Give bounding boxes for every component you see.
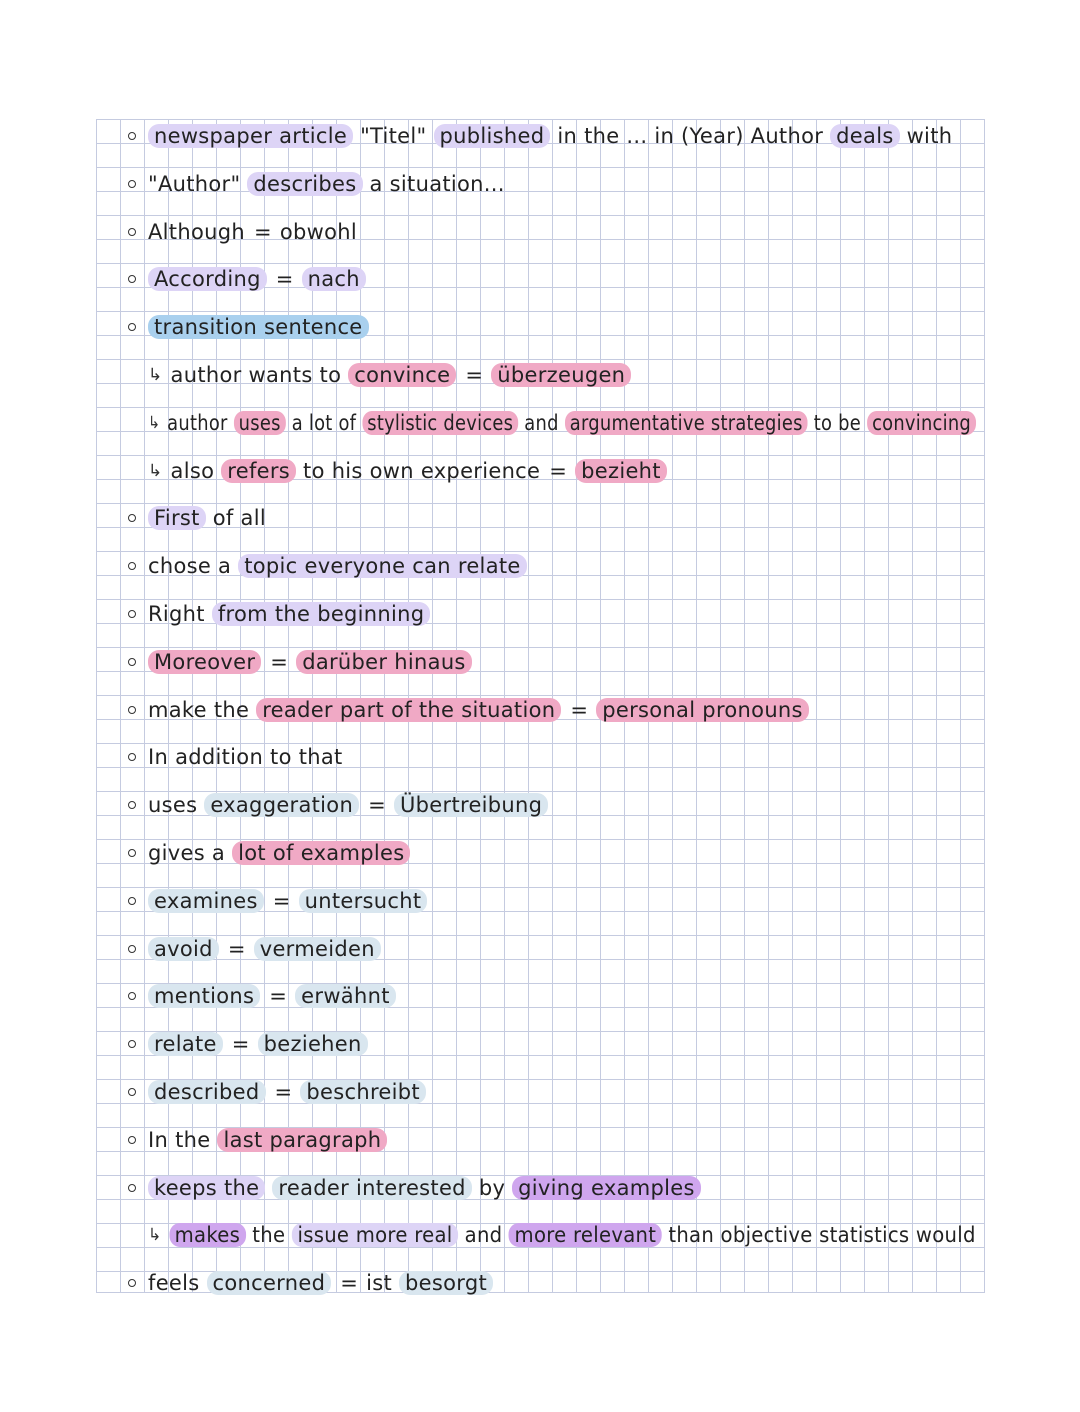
highlighted-term: last paragraph	[217, 1128, 387, 1152]
bullet-icon	[128, 1279, 136, 1287]
note-line	[128, 307, 376, 347]
highlighted-term: convincing	[867, 411, 976, 435]
note-text: a situation...	[369, 171, 505, 196]
note-text: feels	[148, 1271, 200, 1296]
bullet-icon	[128, 945, 136, 953]
highlighted-term: lot of examples	[232, 841, 410, 865]
note-text: make the	[148, 697, 250, 722]
note-line	[128, 737, 350, 777]
highlighted-term: transition sentence	[148, 315, 369, 339]
highlighted-term: examines	[148, 889, 264, 913]
note-line	[128, 1120, 394, 1160]
sub-arrow-icon: ↳	[148, 365, 163, 385]
highlighted-term: convince	[348, 363, 456, 387]
highlighted-term: avoid	[148, 937, 219, 961]
highlighted-term: besorgt	[399, 1271, 493, 1295]
highlighted-term: exaggeration	[204, 793, 359, 817]
note-text: in the ... in (Year) Author	[557, 124, 824, 148]
equals-sign: =	[272, 888, 291, 913]
sub-arrow-icon: ↳	[148, 412, 161, 433]
highlighted-term: published	[434, 124, 551, 148]
note-text: of all	[212, 506, 266, 531]
highlighted-term: from the beginning	[212, 602, 431, 626]
highlighted-term: reader part of the situation	[256, 698, 561, 722]
note-text: gives a	[148, 841, 226, 865]
bullet-icon	[128, 323, 136, 331]
note-line	[128, 259, 373, 299]
highlighted-term: untersucht	[299, 889, 428, 913]
equals-sign: =	[227, 936, 246, 961]
bullet-icon	[128, 1184, 136, 1192]
bullet-icon	[128, 275, 136, 283]
note-line	[128, 1024, 375, 1064]
note-line	[128, 116, 959, 156]
note-text: and	[524, 410, 559, 435]
bullet-icon	[128, 562, 136, 570]
bullet-icon	[128, 849, 136, 857]
highlighted-term: personal pronouns	[596, 698, 809, 722]
note-line	[128, 164, 512, 204]
highlighted-term: topic everyone can relate	[238, 554, 526, 578]
highlighted-term: newspaper article	[148, 124, 353, 148]
highlighted-term: beschreibt	[300, 1080, 426, 1104]
bullet-icon	[128, 801, 136, 809]
highlighted-term: bezieht	[575, 459, 667, 483]
highlighted-term: Moreover	[148, 650, 261, 674]
note-subline	[148, 451, 674, 491]
highlighted-term: überzeugen	[491, 363, 631, 387]
note-line	[128, 1168, 708, 1208]
bullet-icon	[128, 1088, 136, 1096]
sub-arrow-icon: ↳	[148, 460, 163, 481]
bullet-icon	[128, 753, 136, 761]
bullet-icon	[128, 706, 136, 714]
note-line	[128, 1072, 433, 1112]
note-text: the	[252, 1223, 286, 1248]
note-text: Although	[148, 219, 245, 244]
note-subline	[148, 403, 982, 443]
note-line	[128, 785, 555, 825]
equals-sign: =	[570, 697, 589, 722]
note-text: author	[167, 410, 228, 435]
highlighted-term: issue more real	[292, 1223, 458, 1247]
sub-arrow-icon: ↳	[148, 1225, 162, 1246]
note-text: obwohl	[279, 219, 358, 244]
highlighted-term: erwähnt	[295, 984, 396, 1008]
highlighted-term: mentions	[148, 984, 260, 1008]
highlighted-term: relate	[148, 1032, 223, 1056]
equals-sign: =	[465, 363, 484, 387]
equals-sign: =	[270, 649, 289, 674]
note-line	[128, 881, 434, 921]
note-text: ist	[366, 1271, 393, 1296]
equals-sign: =	[340, 1271, 359, 1296]
note-text: Right	[148, 602, 205, 626]
bullet-icon	[128, 132, 136, 140]
note-text: and	[464, 1223, 503, 1248]
note-line	[128, 498, 273, 538]
note-text: "Author"	[148, 171, 241, 196]
equals-sign: =	[253, 219, 272, 244]
note-line	[128, 546, 534, 586]
bullet-icon	[128, 180, 136, 188]
note-text: uses	[148, 793, 198, 818]
highlighted-term: more relevant	[509, 1223, 662, 1247]
note-text: to be	[813, 410, 862, 435]
highlighted-term: argumentative strategies	[565, 411, 808, 435]
note-text: chose a	[148, 554, 232, 579]
note-text: with	[906, 124, 953, 148]
highlighted-term: reader interested	[272, 1176, 471, 1200]
bullet-icon	[128, 658, 136, 666]
note-text: "Titel"	[360, 124, 427, 148]
highlighted-term: uses	[234, 411, 286, 435]
equals-sign: =	[368, 793, 386, 818]
bullet-icon	[128, 897, 136, 905]
highlighted-term: darüber hinaus	[296, 650, 471, 674]
equals-sign: =	[231, 1032, 250, 1057]
note-text: by	[478, 1175, 506, 1200]
note-line	[128, 929, 388, 969]
note-text: to his own experience	[303, 458, 541, 483]
note-subline	[148, 355, 638, 395]
highlighted-term: vermeiden	[254, 937, 381, 961]
highlighted-term: First	[148, 506, 206, 530]
highlighted-term: concerned	[207, 1271, 332, 1295]
note-line	[128, 642, 479, 682]
note-text: In addition to that	[148, 745, 343, 770]
highlighted-term: describes	[247, 172, 362, 196]
equals-sign: =	[274, 1080, 293, 1104]
bullet-icon	[128, 514, 136, 522]
note-line	[128, 976, 403, 1016]
note-text: also	[170, 458, 215, 483]
note-line	[128, 212, 364, 252]
bullet-icon	[128, 610, 136, 618]
equals-sign: =	[549, 458, 568, 483]
bullet-icon	[128, 1136, 136, 1144]
highlighted-term: keeps the	[148, 1176, 265, 1200]
note-line	[128, 594, 437, 634]
highlighted-term: makes	[169, 1223, 246, 1247]
bullet-icon	[128, 992, 136, 1000]
highlighted-term: deals	[830, 124, 899, 148]
note-line	[128, 833, 417, 873]
note-text: In the	[148, 1127, 211, 1152]
note-text: than objective statistics would	[668, 1223, 976, 1248]
note-line	[128, 690, 816, 730]
highlighted-term: nach	[302, 267, 366, 291]
highlighted-term: described	[148, 1080, 266, 1104]
highlighted-term: stylistic devices	[362, 411, 518, 435]
bullet-icon	[128, 228, 136, 236]
bullet-icon	[128, 1040, 136, 1048]
note-text: a lot of	[291, 410, 357, 435]
note-subline	[148, 1215, 982, 1255]
note-line	[128, 1263, 500, 1303]
equals-sign: =	[269, 984, 288, 1009]
note-text: author wants to	[170, 363, 342, 387]
highlighted-term: beziehen	[258, 1032, 368, 1056]
highlighted-term: According	[148, 267, 267, 291]
highlighted-term: giving examples	[512, 1176, 701, 1200]
highlighted-term: Übertreibung	[394, 793, 548, 817]
highlighted-term: refers	[221, 459, 296, 483]
equals-sign: =	[275, 267, 294, 292]
